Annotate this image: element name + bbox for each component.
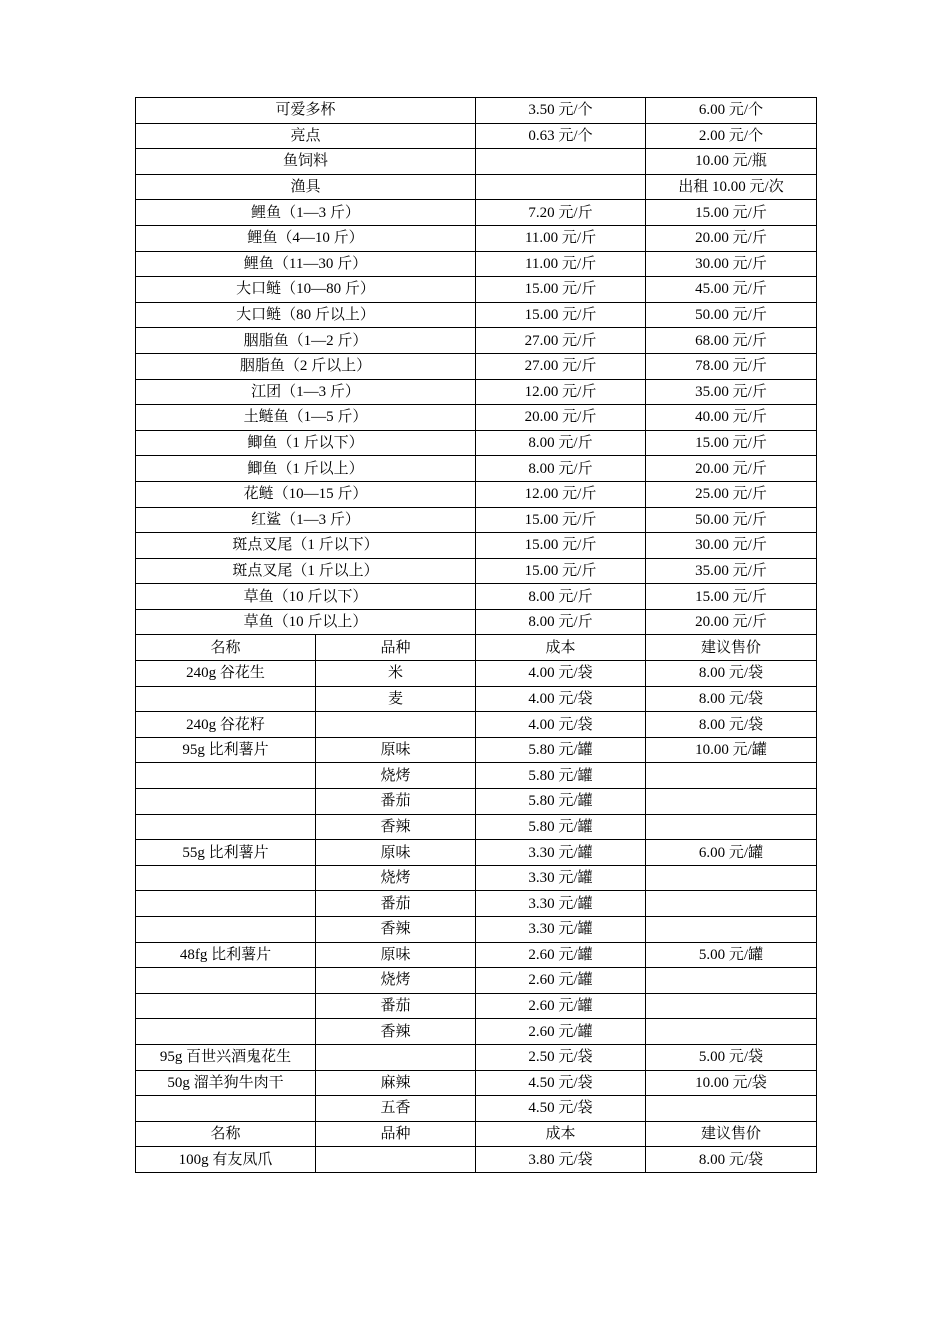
cost-cell: 15.00 元/斤 [476,302,646,328]
cost-cell: 11.00 元/斤 [476,225,646,251]
cost-cell: 5.80 元/罐 [476,814,646,840]
item-name-cell [136,763,316,789]
item-name-cell [136,814,316,840]
cost-cell: 2.50 元/袋 [476,1044,646,1070]
cost-cell: 3.50 元/个 [476,98,646,124]
variety-cell: 番茄 [316,891,476,917]
cost-cell: 5.80 元/罐 [476,763,646,789]
price-cell: 10.00 元/袋 [646,1070,817,1096]
variety-cell: 五香 [316,1096,476,1122]
variety-cell: 烧烤 [316,763,476,789]
price-cell: 40.00 元/斤 [646,405,817,431]
cost-cell: 15.00 元/斤 [476,507,646,533]
table-row [136,1096,817,1122]
cost-cell: 27.00 元/斤 [476,328,646,354]
cost-cell [476,174,646,200]
cost-cell: 11.00 元/斤 [476,251,646,277]
price-cell: 35.00 元/斤 [646,558,817,584]
cost-cell: 3.30 元/罐 [476,865,646,891]
cost-cell: 3.30 元/罐 [476,840,646,866]
table-row [136,225,817,251]
table-row [136,840,817,866]
table-row [136,584,817,610]
table-row [136,1147,817,1173]
variety-cell: 香辣 [316,1019,476,1045]
price-cell [646,814,817,840]
price-cell: 10.00 元/罐 [646,737,817,763]
cost-cell: 15.00 元/斤 [476,277,646,303]
item-name-cell [136,993,316,1019]
cost-cell: 3.80 元/袋 [476,1147,646,1173]
item-name-cell: 胭脂鱼（1—2 斤） [136,328,476,354]
item-name-cell: 红鲨（1—3 斤） [136,507,476,533]
item-name-cell: 胭脂鱼（2 斤以上） [136,353,476,379]
price-cell: 6.00 元/罐 [646,840,817,866]
cost-cell: 8.00 元/斤 [476,430,646,456]
variety-cell [316,1147,476,1173]
table-row [136,481,817,507]
item-name-cell: 鱼饲料 [136,149,476,175]
variety-cell: 米 [316,661,476,687]
cost-cell: 20.00 元/斤 [476,405,646,431]
table-row [136,430,817,456]
item-name-cell [136,917,316,943]
price-cell: 15.00 元/斤 [646,200,817,226]
header-variety: 品种 [316,1121,476,1147]
price-cell: 30.00 元/斤 [646,251,817,277]
item-name-cell: 48fg 比利薯片 [136,942,316,968]
item-name-cell: 渔具 [136,174,476,200]
table-row [136,712,817,738]
price-cell: 30.00 元/斤 [646,533,817,559]
cost-cell: 3.30 元/罐 [476,891,646,917]
price-cell: 45.00 元/斤 [646,277,817,303]
price-cell [646,993,817,1019]
header-price: 建议售价 [646,635,817,661]
price-cell: 8.00 元/袋 [646,661,817,687]
table-row [136,917,817,943]
item-name-cell [136,1096,316,1122]
item-name-cell: 鲤鱼（4—10 斤） [136,225,476,251]
table-row [136,968,817,994]
price-cell: 6.00 元/个 [646,98,817,124]
price-cell: 5.00 元/罐 [646,942,817,968]
table-row [136,302,817,328]
table-row [136,814,817,840]
table-row [136,507,817,533]
table-row [136,456,817,482]
header-name: 名称 [136,635,316,661]
cost-cell: 3.30 元/罐 [476,917,646,943]
cost-cell: 2.60 元/罐 [476,942,646,968]
price-cell: 25.00 元/斤 [646,481,817,507]
cost-cell: 2.60 元/罐 [476,968,646,994]
variety-cell: 烧烤 [316,968,476,994]
header-price: 建议售价 [646,1121,817,1147]
cost-cell: 7.20 元/斤 [476,200,646,226]
header-cost: 成本 [476,1121,646,1147]
cost-cell [476,149,646,175]
item-name-cell: 鲤鱼（11—30 斤） [136,251,476,277]
cost-cell: 2.60 元/罐 [476,993,646,1019]
table-row [136,993,817,1019]
item-name-cell: 可爱多杯 [136,98,476,124]
table-row [136,149,817,175]
price-cell [646,763,817,789]
price-cell: 78.00 元/斤 [646,353,817,379]
item-name-cell: 100g 有友凤爪 [136,1147,316,1173]
header-variety: 品种 [316,635,476,661]
item-name-cell: 240g 谷花生 [136,661,316,687]
item-name-cell [136,789,316,815]
cost-cell: 4.00 元/袋 [476,686,646,712]
price-cell: 8.00 元/袋 [646,1147,817,1173]
item-name-cell: 草鱼（10 斤以上） [136,609,476,635]
cost-cell: 8.00 元/斤 [476,609,646,635]
price-cell: 10.00 元/瓶 [646,149,817,175]
price-cell [646,865,817,891]
table-row [136,1070,817,1096]
item-name-cell: 鲫鱼（1 斤以上） [136,456,476,482]
table-row [136,98,817,124]
table-header-row [136,1121,817,1147]
cost-cell: 15.00 元/斤 [476,533,646,559]
cost-cell: 8.00 元/斤 [476,456,646,482]
item-name-cell: 95g 百世兴酒鬼花生 [136,1044,316,1070]
item-name-cell: 江团（1—3 斤） [136,379,476,405]
table-row [136,405,817,431]
item-name-cell: 草鱼（10 斤以下） [136,584,476,610]
table-row [136,558,817,584]
price-cell: 8.00 元/袋 [646,712,817,738]
cost-cell: 12.00 元/斤 [476,379,646,405]
price-cell [646,789,817,815]
variety-cell: 麻辣 [316,1070,476,1096]
item-name-cell: 鲤鱼（1—3 斤） [136,200,476,226]
cost-cell: 4.00 元/袋 [476,661,646,687]
variety-cell: 原味 [316,942,476,968]
table-row [136,533,817,559]
price-cell [646,1096,817,1122]
table-row [136,123,817,149]
cost-cell: 5.80 元/罐 [476,737,646,763]
table-row [136,328,817,354]
cost-cell: 4.50 元/袋 [476,1070,646,1096]
table-row [136,379,817,405]
table-row [136,865,817,891]
table-row [136,1044,817,1070]
item-name-cell: 50g 溜羊狗牛肉干 [136,1070,316,1096]
price-cell [646,917,817,943]
price-cell: 20.00 元/斤 [646,225,817,251]
price-cell: 8.00 元/袋 [646,686,817,712]
variety-cell: 香辣 [316,814,476,840]
price-cell: 15.00 元/斤 [646,584,817,610]
item-name-cell [136,968,316,994]
variety-cell [316,1044,476,1070]
header-cost: 成本 [476,635,646,661]
price-cell: 20.00 元/斤 [646,609,817,635]
cost-cell: 2.60 元/罐 [476,1019,646,1045]
cost-cell: 8.00 元/斤 [476,584,646,610]
item-name-cell: 花鲢（10—15 斤） [136,481,476,507]
price-cell: 50.00 元/斤 [646,302,817,328]
variety-cell: 烧烤 [316,865,476,891]
price-cell: 5.00 元/袋 [646,1044,817,1070]
item-name-cell [136,686,316,712]
cost-cell: 4.00 元/袋 [476,712,646,738]
variety-cell [316,712,476,738]
table-row [136,737,817,763]
item-name-cell: 鲫鱼（1 斤以下） [136,430,476,456]
variety-cell: 麦 [316,686,476,712]
price-cell: 50.00 元/斤 [646,507,817,533]
variety-cell: 番茄 [316,993,476,1019]
item-name-cell: 斑点叉尾（1 斤以上） [136,558,476,584]
cost-cell: 27.00 元/斤 [476,353,646,379]
variety-cell: 原味 [316,737,476,763]
table-row [136,277,817,303]
price-cell [646,1019,817,1045]
table-row [136,353,817,379]
table-row [136,609,817,635]
table-row [136,686,817,712]
table-row [136,942,817,968]
cost-cell: 12.00 元/斤 [476,481,646,507]
cost-cell: 15.00 元/斤 [476,558,646,584]
table-row [136,251,817,277]
table-row [136,763,817,789]
cost-cell: 4.50 元/袋 [476,1096,646,1122]
item-name-cell: 240g 谷花籽 [136,712,316,738]
price-cell: 出租 10.00 元/次 [646,174,817,200]
item-name-cell [136,1019,316,1045]
variety-cell: 番茄 [316,789,476,815]
table-row [136,661,817,687]
cost-cell: 0.63 元/个 [476,123,646,149]
item-name-cell: 55g 比利薯片 [136,840,316,866]
variety-cell: 香辣 [316,917,476,943]
table-row [136,1019,817,1045]
item-name-cell: 土鲢鱼（1—5 斤） [136,405,476,431]
variety-cell: 原味 [316,840,476,866]
table-header-row [136,635,817,661]
table-row [136,891,817,917]
price-cell [646,891,817,917]
price-cell [646,968,817,994]
item-name-cell: 亮点 [136,123,476,149]
item-name-cell: 斑点叉尾（1 斤以下） [136,533,476,559]
price-table [135,97,817,1173]
item-name-cell: 95g 比利薯片 [136,737,316,763]
table-row [136,174,817,200]
price-cell: 15.00 元/斤 [646,430,817,456]
item-name-cell [136,865,316,891]
header-name: 名称 [136,1121,316,1147]
cost-cell: 5.80 元/罐 [476,789,646,815]
price-cell: 35.00 元/斤 [646,379,817,405]
item-name-cell [136,891,316,917]
price-cell: 2.00 元/个 [646,123,817,149]
table-row [136,200,817,226]
price-cell: 20.00 元/斤 [646,456,817,482]
item-name-cell: 大口鲢（10—80 斤） [136,277,476,303]
price-cell: 68.00 元/斤 [646,328,817,354]
item-name-cell: 大口鲢（80 斤以上） [136,302,476,328]
table-row [136,789,817,815]
